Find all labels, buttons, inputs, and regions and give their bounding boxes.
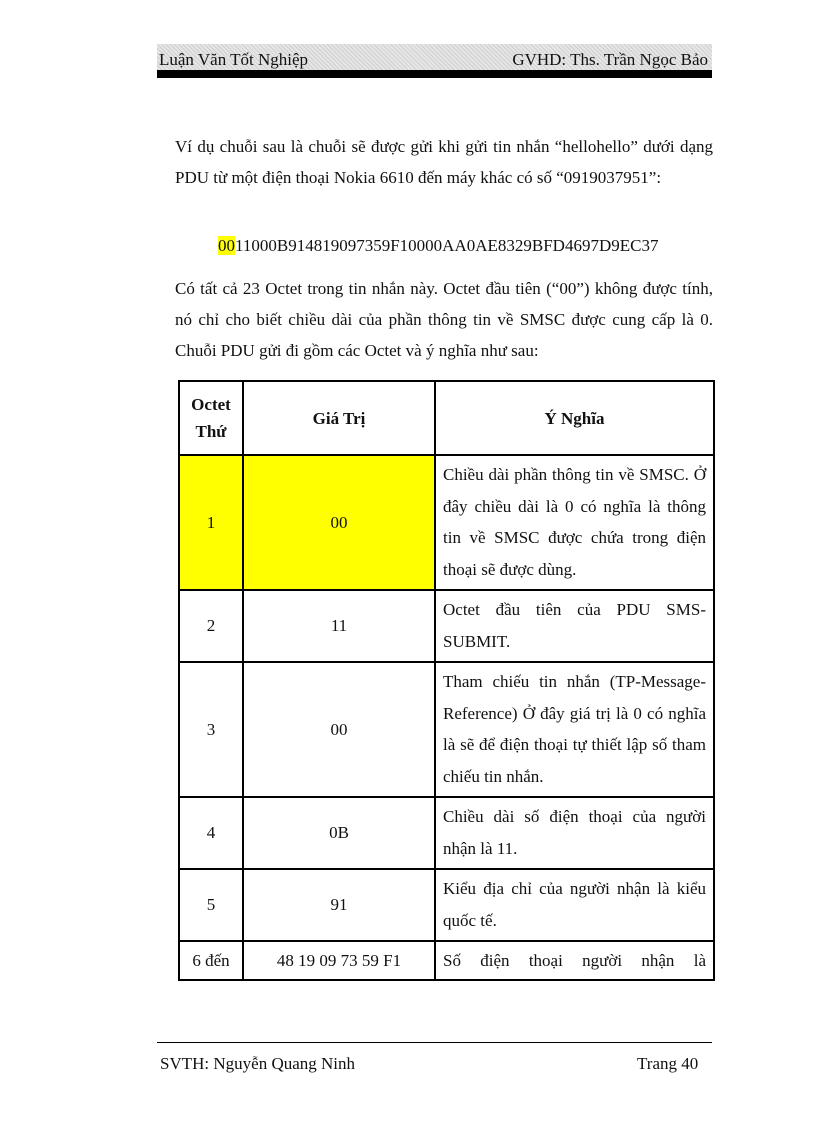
explanation-paragraph: Có tất cả 23 Octet trong tin nhắn này. Octet đầu tiên (“00”) không được tính, nó chỉ cho biết chiều dài của phần thông tin về SMSC được cung cấp là 0. Chuỗi PDU gửi đi gồm các Octet và ý nghĩa như sau:: [175, 279, 713, 360]
thesis-title: Luận Văn Tốt Nghiệp: [159, 50, 309, 69]
pdu-string: [218, 234, 658, 258]
table-row: [179, 869, 714, 941]
meaning-cell: Chiều dài phần thông tin về SMSC. Ở đây chiều dài là 0 có nghĩa là thông tin về SMSC được chứa trong điện thoại sẽ được dùng.: [435, 455, 714, 590]
value-cell: 00: [243, 455, 435, 590]
header-rule: [157, 70, 712, 78]
meaning-cell: Chiều dài số điện thoại của người nhận là 11.: [435, 797, 714, 869]
page-number: Trang 40: [637, 1054, 699, 1073]
intro-paragraph: Ví dụ chuỗi sau là chuỗi sẽ được gửi khi gửi tin nhắn “hellohello” dưới dạng PDU từ một điện thoại Nokia 6610 đến máy khác có số “0919037951”:: [175, 137, 713, 187]
table-header-row: [179, 381, 714, 455]
value-cell: 48 19 09 73 59 F1: [243, 941, 435, 980]
table-row: [179, 941, 714, 980]
value-cell: 00: [243, 662, 435, 797]
octet-cell: 1: [179, 455, 243, 590]
octet-cell: 3: [179, 662, 243, 797]
value-cell: 0B: [243, 797, 435, 869]
meaning-cell: Tham chiếu tin nhắn (TP-Message-Reference) Ở đây giá trị là 0 có nghĩa là sẽ để điện thoại tự thiết lập số tham chiếu tin nhắn.: [435, 662, 714, 797]
advisor-name: GVHD: Ths. Trần Ngọc Bảo: [512, 50, 708, 69]
pdu-highlight: 00: [218, 236, 235, 255]
octet-table: [178, 380, 715, 981]
meaning-cell: Kiểu địa chỉ của người nhận là kiểu quốc tế.: [435, 869, 714, 941]
header-octet: Octet Thứ: [179, 381, 243, 455]
table-row: [179, 590, 714, 662]
table-row: [179, 455, 714, 590]
value-cell: 11: [243, 590, 435, 662]
meaning-cell: Số điện thoại người nhận là: [435, 941, 714, 980]
octet-cell: 5: [179, 869, 243, 941]
table-row: [179, 662, 714, 797]
pdu-rest: 11000B914819097359F10000AA0AE8329BFD4697D9EC37: [235, 236, 659, 255]
page-header: [157, 44, 712, 70]
octet-cell: 2: [179, 590, 243, 662]
header-value: Giá Trị: [243, 381, 435, 455]
footer-rule: [157, 1042, 712, 1043]
student-name: SVTH: Nguyễn Quang Ninh: [160, 1054, 356, 1073]
octet-cell: 4: [179, 797, 243, 869]
meaning-cell: Octet đầu tiên của PDU SMS-SUBMIT.: [435, 590, 714, 662]
header-meaning: Ý Nghĩa: [435, 381, 714, 455]
table-row: [179, 797, 714, 869]
value-cell: 91: [243, 869, 435, 941]
octet-cell: 6 đến: [179, 941, 243, 980]
